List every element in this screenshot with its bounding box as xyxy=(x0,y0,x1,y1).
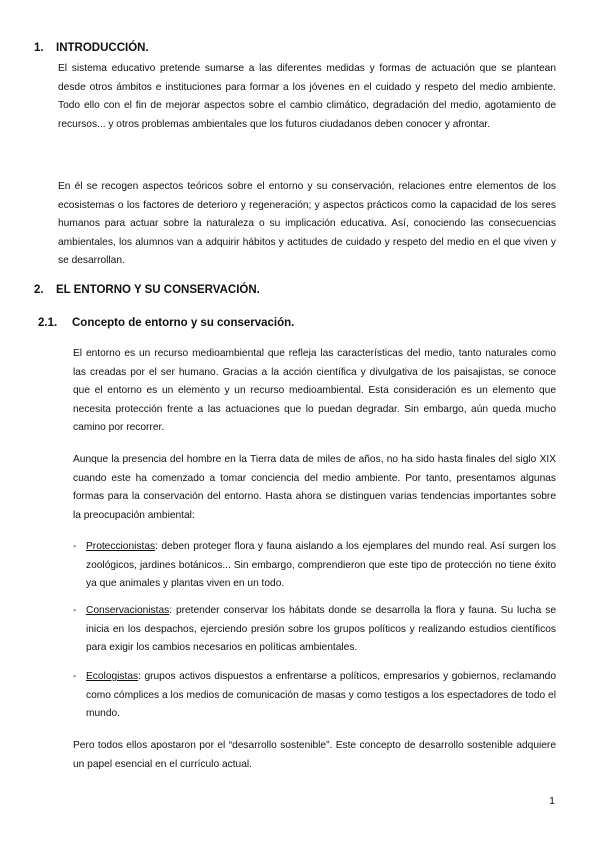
term-proteccionistas: Proteccionistas xyxy=(86,541,156,552)
page-number: 1 xyxy=(549,795,555,807)
section-1-heading xyxy=(34,42,149,54)
intro-paragraph-1: El sistema educativo pretende sumarse a las diferentes medidas y formas de actuación que se plantean desde otros ámbitos e instituciones para formar a los jóvenes en el cuidado y respeto del medio ambiente. Todo ello con el fin de mejorar aspectos sobre el cambio climático, degradación del medio, agotamiento de recursos... y otros problemas ambientales que los futuros ciudadanos deben conocer y afrontar. xyxy=(58,63,556,130)
term-conservacionistas: Conservacionistas xyxy=(86,605,170,616)
section-2-heading xyxy=(34,284,260,296)
bullet-text: : pretender conservar los hábitats donde se desarrolla la flora y fauna. Su lucha se inicia en los despachos, ejerciendo presión sobre los grupos políticos y realizando estudios científicos para exigir los cambios necesarios en políticas ambientales. xyxy=(86,605,556,654)
intro-paragraph-2: En él se recogen aspectos teóricos sobre el entorno y su conservación, relaciones entre elementos de los ecosistemas o los factores de deterioro y regeneración; y aspectos prácticos como la capacidad de los seres humanos para actuar sobre la naturaleza o su implicación educativa. Así, conociendo las consecuencias ambientales, los alumnos van a adquirir hábitos y actitudes de cuidado y respeto del medio en el que viven y se desarrollan. xyxy=(58,181,556,267)
section-1-title: INTRODUCCIÓN. xyxy=(56,42,149,54)
term-ecologistas: Ecologistas xyxy=(86,671,139,682)
bullet-marker: - xyxy=(73,541,77,552)
subsection-2-1-number: 2.1. xyxy=(38,317,58,329)
bullet-marker: - xyxy=(73,605,77,616)
list-item-conservacionistas xyxy=(73,602,556,658)
entorno-paragraph-2: Aunque la presencia del hombre en la Tierra data de miles de años, no ha sido hasta finales del siglo XIX cuando este ha comenzado a tomar conciencia del medio ambiente. Por tanto, presentamos algunas formas para la conservación del entorno. Hasta ahora se distinguen varias tendencias importantes sobre la preocupación ambiental: xyxy=(73,454,556,521)
section-2-title: EL ENTORNO Y SU CONSERVACIÓN. xyxy=(56,284,260,296)
subsection-2-1-heading xyxy=(38,317,294,329)
section-1-number: 1. xyxy=(34,42,44,54)
list-item-ecologistas xyxy=(73,668,556,724)
entorno-paragraph-1: El entorno es un recurso medioambiental que refleja las características del medio, tanto naturales como las creadas por el ser humano. Gracias a la acción científica y divulgativa de los paisajistas, se conoce que el entorno es un elemento y un recurso medioambiental. Esta consideración es un elemento que necesita protección frente a las actuaciones que lo puedan degradar. Sin embargo, aún queda mucho camino por recorrer. xyxy=(73,348,556,434)
subsection-2-1-title: Concepto de entorno y su conservación. xyxy=(72,317,295,329)
bullet-text: : grupos activos dispuestos a enfrentarse a políticos, empresarios y gobiernos, reclamando como cómplices a los medios de comunicación de masas y como testigos a los espectadores de todo el mundo. xyxy=(86,671,556,720)
bullet-marker: - xyxy=(73,671,77,682)
list-item-proteccionistas xyxy=(73,538,556,594)
section-2-number: 2. xyxy=(34,284,44,296)
bullet-text: : deben proteger flora y fauna aislando a los ejemplares del mundo real. Así surgen los zoológicos, jardines botánicos... Sin embargo, comprendieron que este tipo de protección no tiene éxito ya que animales y plantas viven en un todo. xyxy=(86,541,556,590)
closing-paragraph: Pero todos ellos apostaron por el “desarrollo sostenible”. Este concepto de desarrollo sostenible adquiere un papel esencial en el currículo actual. xyxy=(73,740,556,770)
